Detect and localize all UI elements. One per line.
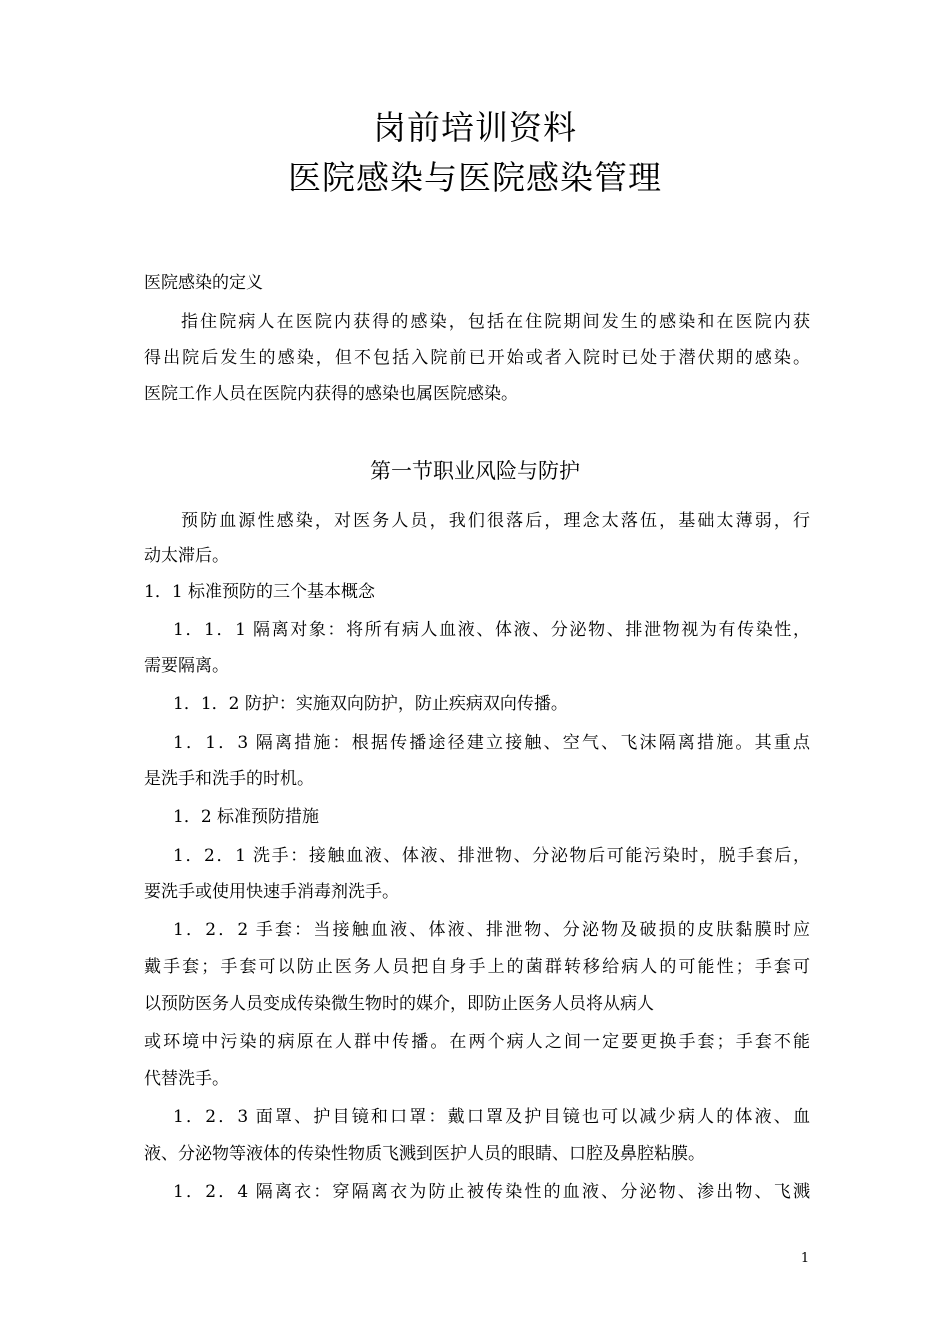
item-1-1-3: 1．1．3 隔离措施：根据传播途径建立接触、空气、飞沫隔离措施。其重点 [173, 733, 810, 753]
item-1-2-4: 1．2．4 隔离衣：穿隔离衣为防止被传染性的血液、分泌物、渗出物、飞溅 [173, 1182, 810, 1202]
document-title: 岗前培训资料 [373, 108, 577, 147]
section-title: 第一节职业风险与防护 [370, 459, 580, 483]
item-1-1-1-cont: 需要隔离。 [144, 656, 229, 676]
definition-line: 得出院后发生的感染，但不包括入院前已开始或者入院时已处于潜伏期的感染。 [144, 348, 810, 368]
intro-line: 预防血源性感染，对医务人员，我们很落后，理念太落伍，基础太薄弱，行 [181, 511, 810, 531]
item-1-2-2-cont: 戴手套；手套可以防止医务人员把自身手上的菌群转移给病人的可能性；手套可 [144, 957, 810, 977]
item-1-2-1-cont: 要洗手或使用快速手消毒剂洗手。 [144, 882, 399, 902]
item-1-1-1: 1．1．1 隔离对象：将所有病人血液、体液、分泌物、排泄物视为有传染性， [173, 620, 810, 640]
item-1-2-2: 1．2．2 手套：当接触血液、体液、排泄物、分泌物及破损的皮肤黏膜时应 [173, 920, 810, 940]
item-1-1-3-cont: 是洗手和洗手的时机。 [144, 769, 314, 789]
definition-line: 医院工作人员在医院内获得的感染也属医院感染。 [144, 384, 518, 404]
document-subtitle: 医院感染与医院感染管理 [288, 158, 662, 197]
item-1-2-2-cont: 以预防医务人员变成传染微生物时的媒介，即防止医务人员将从病人 [144, 994, 654, 1014]
definition-line: 指住院病人在医院内获得的感染，包括在住院期间发生的感染和在医院内获 [181, 312, 810, 332]
heading-1-2: 1．2 标准预防措施 [173, 807, 320, 827]
item-1-2-2-cont: 代替洗手。 [144, 1069, 229, 1089]
heading-1-1: 1．1 标准预防的三个基本概念 [144, 582, 376, 602]
item-1-2-3-cont: 液、分泌物等液体的传染性物质飞溅到医护人员的眼睛、口腔及鼻腔粘膜。 [144, 1144, 705, 1164]
item-1-2-1: 1．2．1 洗手：接触血液、体液、排泄物、分泌物后可能污染时，脱手套后， [173, 846, 810, 866]
definition-heading: 医院感染的定义 [144, 273, 263, 293]
item-1-2-3: 1．2．3 面罩、护目镜和口罩：戴口罩及护目镜也可以减少病人的体液、血 [173, 1107, 810, 1127]
item-1-1-2: 1．1．2 防护：实施双向防护，防止疾病双向传播。 [173, 694, 568, 714]
item-1-2-2-cont: 或环境中污染的病原在人群中传播。在两个病人之间一定要更换手套；手套不能 [144, 1032, 810, 1052]
intro-line: 动太滞后。 [144, 546, 229, 566]
page-number: 1 [800, 1251, 810, 1266]
